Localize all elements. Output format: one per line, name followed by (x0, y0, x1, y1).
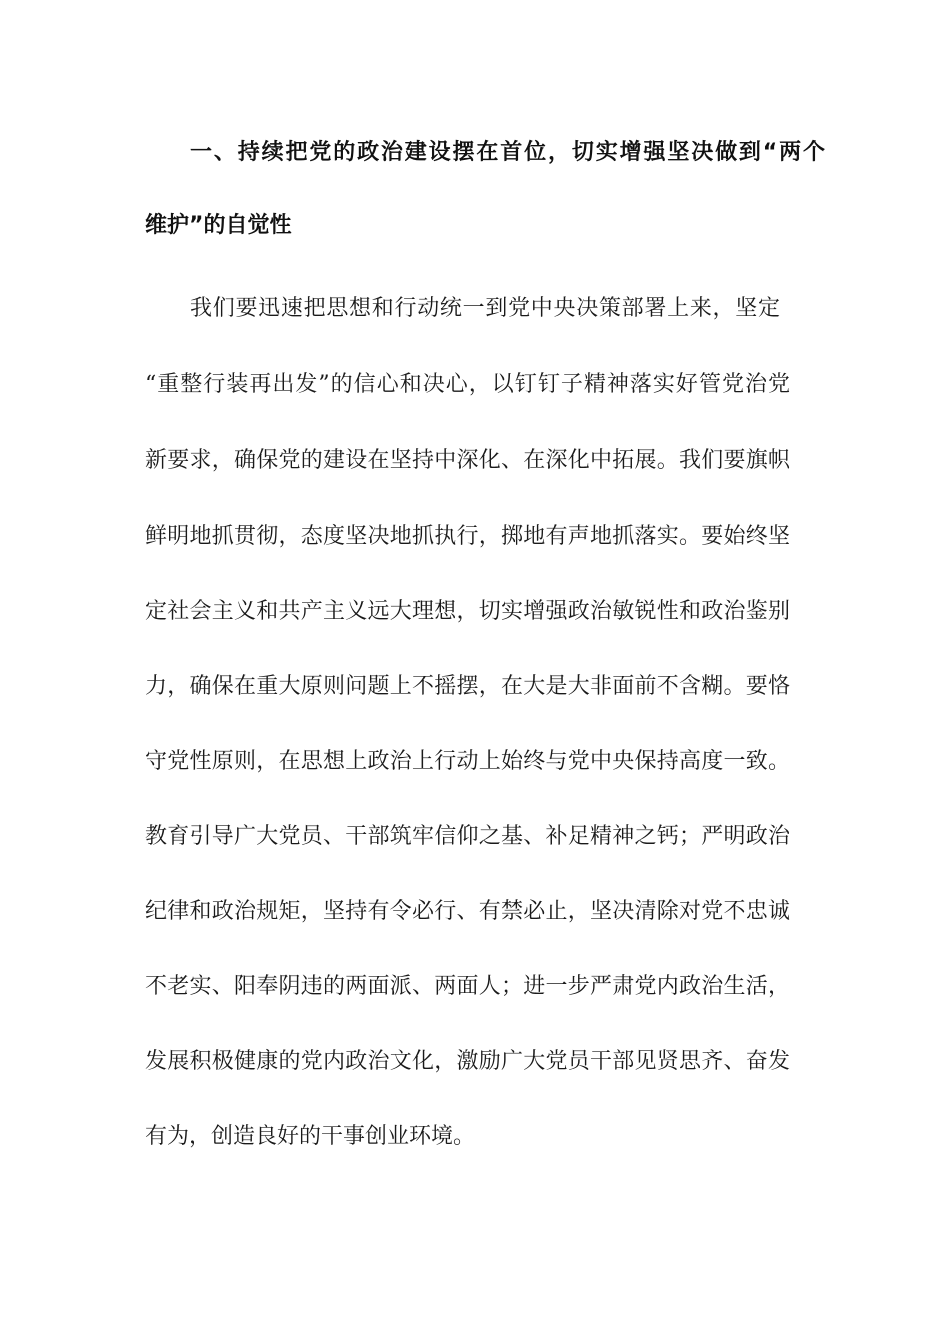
paragraph-line: 力，确保在重大原则问题上不摇摆，在大是大非面前不含糊。要恪 (145, 674, 790, 699)
paragraph-line: 我们要迅速把思想和行动统一到党中央决策部署上来，坚定 (190, 296, 780, 321)
section-heading-line-1: 一、持续把党的政治建设摆在首位，切实增强坚决做到“两个 (190, 140, 825, 165)
paragraph-line: 鲜明地抓贯彻，态度坚决地抓执行，掷地有声地抓落实。要始终坚 (145, 524, 790, 549)
paragraph-line: 教育引导广大党员、干部筑牢信仰之基、补足精神之钙；严明政治 (145, 824, 790, 849)
paragraph-line: 守党性原则，在思想上政治上行动上始终与党中央保持高度一致。 (145, 749, 790, 774)
paragraph-line: “重整行装再出发”的信心和决心，以钉钉子精神落实好管党治党 (145, 372, 790, 397)
paragraph-line: 新要求，确保党的建设在坚持中深化、在深化中拓展。我们要旗帜 (145, 448, 790, 473)
paragraph-line: 纪律和政治规矩，坚持有令必行、有禁必止，坚决清除对党不忠诚 (145, 899, 790, 924)
paragraph-line: 定社会主义和共产主义远大理想，切实增强政治敏锐性和政治鉴别 (145, 599, 790, 624)
paragraph-line-last: 有为，创造良好的干事创业环境。 (145, 1124, 476, 1149)
section-heading-line-2: 维护”的自觉性 (145, 213, 292, 238)
paragraph-line: 不老实、阳奉阴违的两面派、两面人；进一步严肃党内政治生活， (145, 974, 790, 999)
paragraph-line: 发展积极健康的党内政治文化，激励广大党员干部见贤思齐、奋发 (145, 1049, 790, 1074)
